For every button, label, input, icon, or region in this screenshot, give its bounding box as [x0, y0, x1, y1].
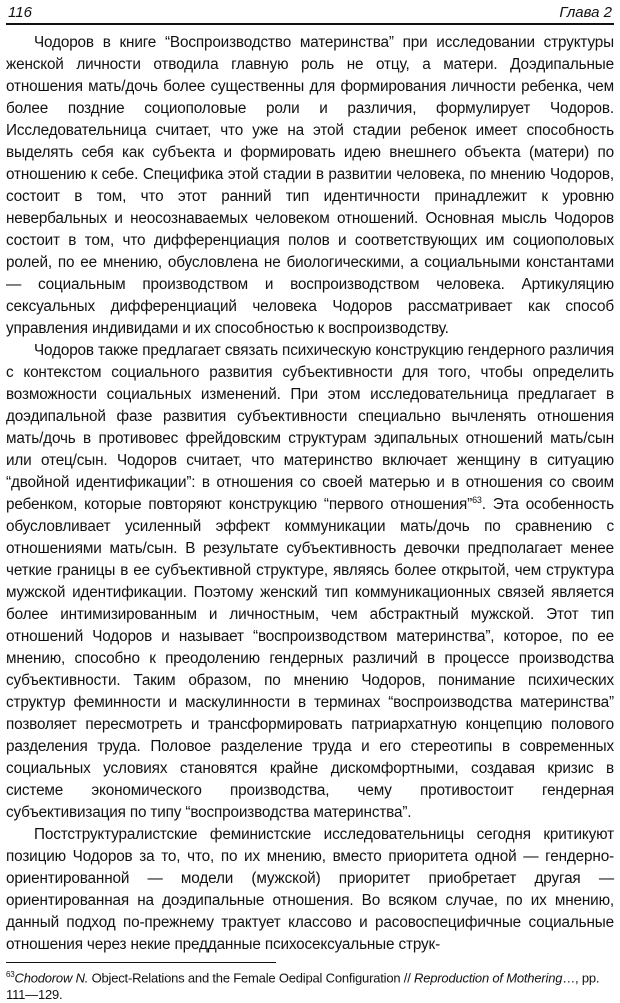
- footnote-reference[interactable]: 63: [472, 494, 482, 505]
- paragraph-2-part-2: . Эта особенность обусловливает усиленный эффект коммуникации мать/дочь по сравнению с отношениями мать/сын. В результате субъективность девочки предполагает менее четкие границы в ее субъективной структуре, являясь более открытой, чем структура мужской идентификации. Поэтому женский тип коммуникационных связей является более интимизированным и личностным, чем абстрактный мужской. Этот тип отношений Чодоров и называет “воспроизводством материнства”, которое, по ее мнению, способно к преодолению гендерных различий в процессе производства субъективности. Таким образом, по мнению Чодоров, понимание психических структур феминности и маскулинности в терминах “воспроизводства материнства” позволяет пересмотреть и трансформировать патриархатную концепцию полового разделения труда. Половое разделение труда и его стереотипы в современных социальных условиях становятся крайне дискомфортными, создавая кризис в системе экономического производства, чему противостоит гендерная субъективизация по типу “воспроизводства материнства”.: [6, 496, 614, 821]
- page-number: 116: [8, 4, 32, 21]
- running-head: [6, 0, 614, 25]
- chapter-title: Глава 2: [559, 4, 612, 21]
- footnote-author: Chodorow N.: [14, 970, 89, 986]
- paragraph-2-part-1: Чодоров также предлагает связать психическую конструкцию гендерного различия с контекстом социального развития субъективности для того, чтобы определить возможности социальных изменений. При этом исследовательница предлагает в доэдипальной фазе развития субъективности специально вычленять отношения мать/дочь в противовес фрейдовским структурам эдипальных отношений мать/сын или отец/сын. Чодоров считает, что материнство включает женщину в ситуацию “двойной идентификации”: в отношения со своей матерью и в отношения со своим ребенком, которые повторяют конструкцию “первого отношения”: [6, 342, 614, 513]
- footnote-source: Reproduction of Mothering: [414, 970, 563, 986]
- body-text: [6, 32, 614, 956]
- paragraph-1: Чодоров в книге “Воспроизводство материнства” при исследовании структуры женской личности отводила главную роль не отцу, а матери. Доэдипальные отношения мать/дочь более существенны для формирования личности ребенка, чем более поздние социополовые роли и различия, формулирует Чодоров. Исследовательница считает, что уже на этой стадии ребенок имеет способность выделять себя как субъекта и формировать идею внешнего объекта (матери) по отношению к себе. Специфика этой стадии в развитии человека, по мнению Чодоров, состоит в том, что этот ранний тип идентичности принадлежит к уровню невербальных и неосознаваемых человеком отношений. Основная мысль Чодоров состоит в том, что дифференциация полов и соответствующих им социополовых ролей, по ее мнению, обусловлена не биологическими, а социальными константами — социальным производством и воспроизводством человека. Артикуляцию сексуальных дифференциаций человека Чодоров рассматривает как способ управления индивидами и их способностью к воспроизводству.: [6, 34, 614, 337]
- paragraph-2: [6, 340, 614, 824]
- footnote-pages: …, pp. 111—129.: [6, 970, 600, 1003]
- paragraph-3: Постструктуралистские феминистские исследовательницы сегодня критикуют позицию Чодоров за то, что, по их мнению, вместо приоритета одной — гендерно-ориентированной — модели (мужской) приоритет приобретает другая — ориентированная на доэдипальные отношения. Во всяком случае, по их мнению, данный подход по-прежнему трактует классово и расовоспецифичные социальные отношения через некие предданные психосексуальные струк-: [6, 826, 614, 953]
- footnote: [6, 966, 614, 1003]
- footnote-divider: [6, 962, 276, 963]
- footnote-number: 63: [6, 970, 15, 979]
- footnote-title: Object-Relations and the Female Oedipal Configuration //: [88, 970, 415, 986]
